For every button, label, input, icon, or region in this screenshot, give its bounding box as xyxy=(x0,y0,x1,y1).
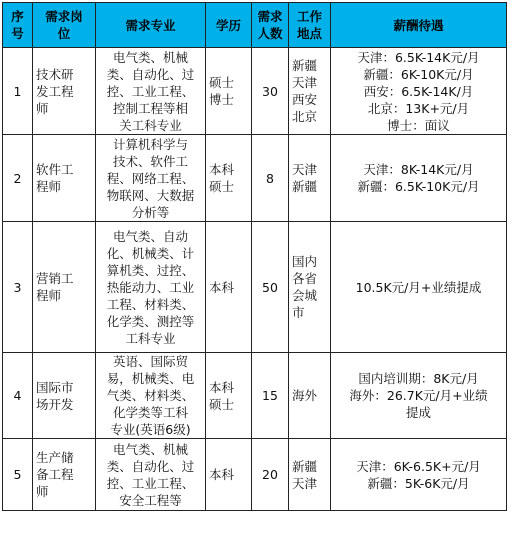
cell-education: 本科 xyxy=(206,439,252,511)
cell-salary: 天津：6K-6.5K+元/月 新疆：5K-6K元/月 xyxy=(331,439,507,511)
cell-major: 英语、国际贸 易，机械类、电 气类、材料类、 化学类等工科 专业(英语6级) xyxy=(96,353,206,439)
recruitment-table xyxy=(2,2,507,511)
header-count: 需求 人数 xyxy=(252,3,289,48)
table-row xyxy=(3,222,507,353)
cell-education: 硕士 博士 xyxy=(206,48,252,135)
cell-position: 国际市 场开发 xyxy=(33,353,96,439)
cell-major: 电气类、自动 化、机械类、计 算机类、过控、 热能动力、工业 工程、材料类、 化学类、测控等 工科专业 xyxy=(96,222,206,353)
cell-count: 30 xyxy=(252,48,289,135)
table-row xyxy=(3,48,507,135)
table-header-row xyxy=(3,3,507,48)
cell-location: 新疆 天津 西安 北京 xyxy=(289,48,331,135)
header-position: 需求岗 位 xyxy=(33,3,96,48)
cell-no: 5 xyxy=(3,439,33,511)
cell-major: 电气类、机械 类、自动化、过 控、工业工程、 安全工程等 xyxy=(96,439,206,511)
cell-education: 本科 硕士 xyxy=(206,353,252,439)
cell-location: 天津 新疆 xyxy=(289,135,331,222)
cell-no: 2 xyxy=(3,135,33,222)
cell-no: 4 xyxy=(3,353,33,439)
cell-position: 软件工 程师 xyxy=(33,135,96,222)
cell-location: 国内 各省 会城 市 xyxy=(289,222,331,353)
cell-salary: 国内培训期：8K元/月 海外：26.7K元/月+业绩 提成 xyxy=(331,353,507,439)
header-no: 序 号 xyxy=(3,3,33,48)
cell-location: 海外 xyxy=(289,353,331,439)
cell-major: 电气类、机械 类、自动化、过 控、工业工程、 控制工程等相 关工科专业 xyxy=(96,48,206,135)
cell-education: 本科 硕士 xyxy=(206,135,252,222)
cell-count: 8 xyxy=(252,135,289,222)
cell-count: 50 xyxy=(252,222,289,353)
table-row xyxy=(3,439,507,511)
cell-salary: 天津：6.5K-14K元/月 新疆：6K-10K元/月 西安：6.5K-14K/月 北京：13K+元/月 博士：面议 xyxy=(331,48,507,135)
header-education: 学历 xyxy=(206,3,252,48)
cell-count: 20 xyxy=(252,439,289,511)
cell-major: 计算机科学与 技术、软件工 程、网络工程、 物联网、大数据 分析等 xyxy=(96,135,206,222)
table-row xyxy=(3,135,507,222)
cell-salary: 10.5K元/月+业绩提成 xyxy=(331,222,507,353)
cell-position: 生产储 备工程 师 xyxy=(33,439,96,511)
cell-position: 营销工 程师 xyxy=(33,222,96,353)
cell-no: 3 xyxy=(3,222,33,353)
cell-no: 1 xyxy=(3,48,33,135)
header-location: 工作 地点 xyxy=(289,3,331,48)
cell-position: 技术研 发工程 师 xyxy=(33,48,96,135)
table-row xyxy=(3,353,507,439)
cell-count: 15 xyxy=(252,353,289,439)
header-salary: 薪酬待遇 xyxy=(331,3,507,48)
cell-salary: 天津：8K-14K元/月 新疆：6.5K-10K元/月 xyxy=(331,135,507,222)
cell-location: 新疆 天津 xyxy=(289,439,331,511)
cell-education: 本科 xyxy=(206,222,252,353)
header-major: 需求专业 xyxy=(96,3,206,48)
